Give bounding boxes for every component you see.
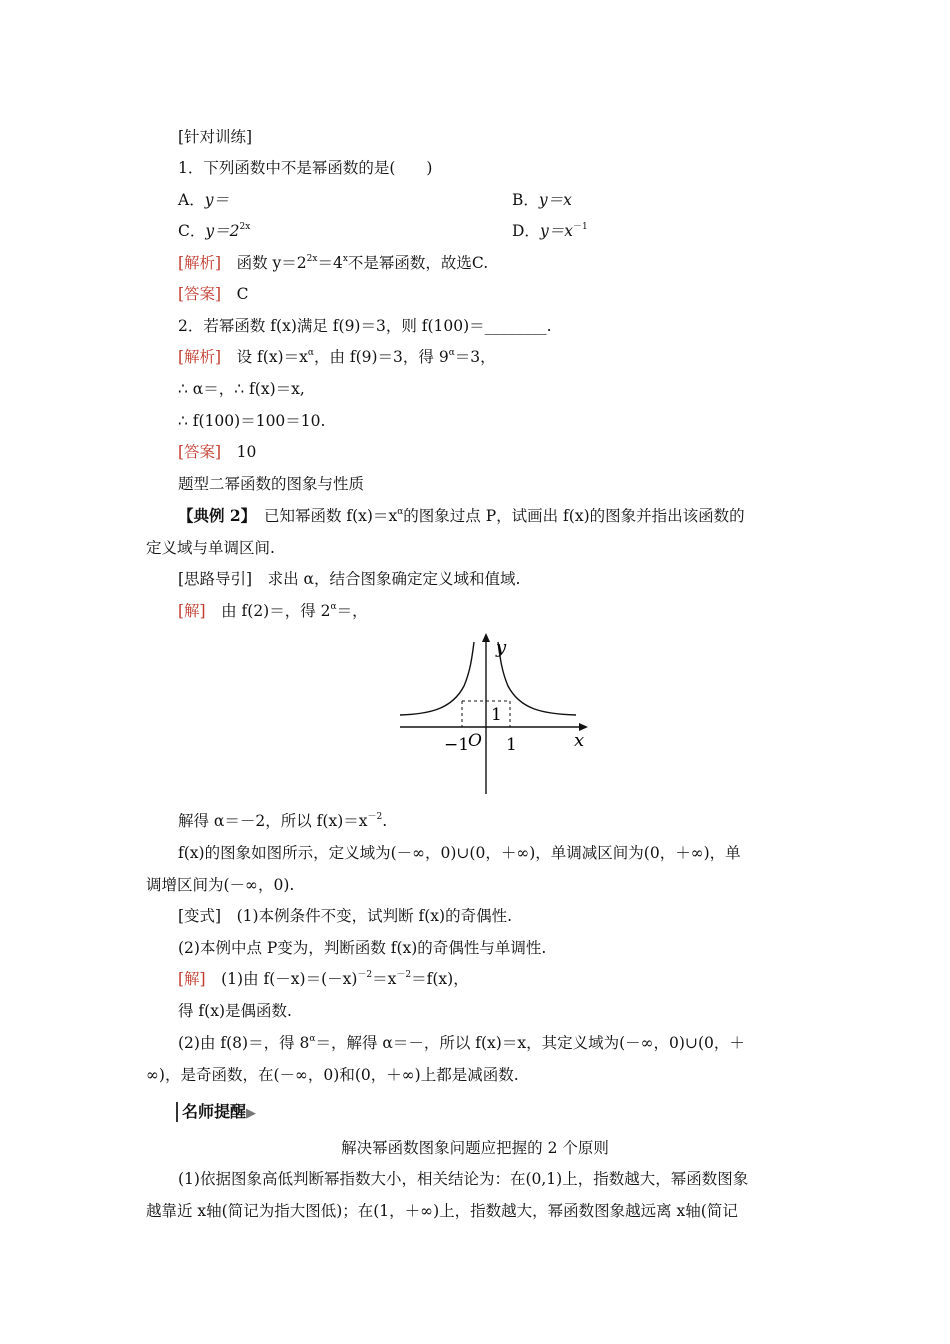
- solution-exponent: －2: [396, 970, 412, 980]
- example-2-line-2: 定义域与单调区间.: [146, 539, 275, 557]
- q2-answer: [178, 441, 256, 463]
- option-c-expr: y＝2: [205, 222, 240, 240]
- variant-1: [178, 905, 512, 927]
- section-label: [针对训练]: [178, 128, 253, 146]
- topic-heading: 题型二幂函数的图象与性质: [178, 475, 365, 493]
- x-axis-label: x: [574, 730, 585, 751]
- tips-heading: [182, 1101, 256, 1125]
- analysis-exponent: x: [342, 254, 348, 264]
- height-label: 1: [491, 705, 502, 725]
- solution-exponent: －2: [367, 812, 383, 822]
- tips-paragraph-2: 越靠近 x轴(简记为指大图低)；在(1，＋∞)上，指数越大，幂函数图象越远离 x轴(简记: [146, 1202, 738, 1220]
- hint-text: 求出 α，结合图象确定定义域和值域.: [252, 570, 521, 588]
- analysis-text: ，由 f(9)＝3，得 9: [313, 348, 449, 366]
- example-text: 的图象过点 P，试画出 f(x)的图象并指出该函数的: [403, 507, 745, 525]
- y-axis-label: y: [496, 637, 507, 658]
- option-d-label: D．: [512, 222, 540, 240]
- solution-exponent: －2: [357, 970, 373, 980]
- analysis-text: ＝3，: [454, 348, 496, 366]
- solution-text: .: [382, 812, 388, 830]
- tips-heading-text: 名师提醒: [182, 1102, 247, 1121]
- q2-analysis: [178, 346, 496, 368]
- solution-line-3: 调增区间为(－∞，0).: [146, 876, 295, 894]
- solution-tag: [解]: [178, 970, 206, 988]
- q1-stem: 1．下列函数中不是幂函数的是( ): [178, 159, 433, 177]
- analysis-tag: [解析]: [178, 254, 222, 272]
- q1-analysis: [178, 252, 488, 274]
- solution-exponent: α: [309, 1034, 316, 1044]
- analysis-exponent: α: [448, 348, 455, 358]
- q1-option-b: [512, 189, 572, 211]
- solution-text: (1)由 f(－x)＝(－x): [205, 970, 358, 988]
- analysis-tag: [解析]: [178, 348, 222, 366]
- q1-option-a: [178, 189, 229, 211]
- tips-bar: [176, 1102, 178, 1122]
- tick-label-one: 1: [506, 735, 517, 755]
- option-a-label: A．: [178, 191, 205, 209]
- power-function-graph: [390, 628, 600, 798]
- q2-step-2: ∴ f(100)＝100＝10.: [178, 412, 326, 430]
- q1-answer: [178, 283, 248, 305]
- option-b-expr: y＝x: [538, 191, 572, 209]
- analysis-exponent: α: [307, 348, 314, 358]
- q2-step-1: ∴ α＝，∴ f(x)＝x,: [178, 380, 305, 398]
- solution-text: ＝，解得 α＝－，所以 f(x)＝x，其定义域为(－∞，0)∪(0，＋: [315, 1034, 745, 1052]
- solution-text: ＝f(x)，: [411, 970, 469, 988]
- variant-solution-3: [178, 1032, 745, 1054]
- solution-text: ＝x: [372, 970, 397, 988]
- solution-text: (2)由 f(8)＝，得 8: [178, 1034, 310, 1052]
- answer-tag: [答案]: [178, 285, 222, 303]
- answer-value: 10: [221, 443, 257, 461]
- example-tag: 【典例 2】: [178, 506, 249, 525]
- example-2-solution: [178, 600, 368, 622]
- option-b-label: B．: [512, 191, 539, 209]
- answer-tag: [答案]: [178, 443, 222, 461]
- variant-solution-2: 得 f(x)是偶函数.: [178, 1002, 292, 1020]
- tick-label-neg-one: −1: [444, 735, 470, 755]
- option-a-expr: y＝: [204, 191, 229, 209]
- variant-2: (2)本例中点 P变为，判断函数 f(x)的奇偶性与单调性.: [178, 939, 547, 957]
- solution-tag: [解]: [178, 602, 206, 620]
- analysis-text: ＝4: [317, 254, 343, 272]
- example-text: 已知幂函数 f(x)＝x: [248, 507, 398, 525]
- solution-text: 由 f(2)＝，得 2: [205, 602, 331, 620]
- option-c-label: C．: [178, 222, 206, 240]
- option-c-exponent: 2x: [239, 222, 251, 232]
- q1-option-d: [512, 220, 588, 242]
- q2-stem: 2．若幂函数 f(x)满足 f(9)＝3，则 f(100)＝________.: [178, 317, 552, 335]
- curve-right-branch: [498, 642, 576, 715]
- example-2-line-1: [178, 505, 745, 527]
- variant-text: (1)本例条件不变，试判断 f(x)的奇偶性.: [221, 907, 512, 925]
- solution-line-2: f(x)的图象如图所示，定义域为(－∞，0)∪(0，＋∞)，单调减区间为(0，＋∞)，单: [178, 844, 741, 862]
- example-exponent: α: [397, 507, 404, 517]
- option-d-expr: y＝x: [539, 222, 573, 240]
- analysis-text: 设 f(x)＝x: [221, 348, 308, 366]
- analysis-exponent: 2x: [306, 254, 318, 264]
- solution-text: 解得 α＝－2，所以 f(x)＝x: [178, 812, 368, 830]
- y-axis-arrow: [482, 633, 490, 642]
- example-2-hint: [178, 568, 520, 590]
- curve-left-branch: [400, 642, 474, 715]
- analysis-text: 不是幂函数，故选C.: [347, 254, 489, 272]
- solution-line-1: [178, 810, 387, 832]
- origin-label: O: [468, 731, 482, 751]
- variant-solution-4: ∞)，是奇函数，在(－∞，0)和(0，＋∞)上都是减函数.: [146, 1066, 519, 1084]
- variant-tag: [变式]: [178, 907, 222, 925]
- q1-option-c: [178, 220, 250, 242]
- hint-tag: [思路导引]: [178, 570, 253, 588]
- option-d-exponent: －1: [572, 222, 588, 232]
- tips-paragraph-1: (1)依据图象高低判断幂指数大小，相关结论为：在(0,1)上，指数越大，幂函数图象: [178, 1170, 749, 1188]
- variant-solution-1: [178, 968, 469, 990]
- analysis-text: 函数 y＝2: [221, 254, 307, 272]
- solution-exponent: α: [330, 602, 337, 612]
- play-arrow-icon: ▶: [246, 1106, 257, 1121]
- answer-value: C: [221, 285, 249, 303]
- tips-subtitle: 解决幂函数图象问题应把握的 2 个原则: [341, 1139, 609, 1157]
- solution-text: ＝，: [336, 602, 368, 620]
